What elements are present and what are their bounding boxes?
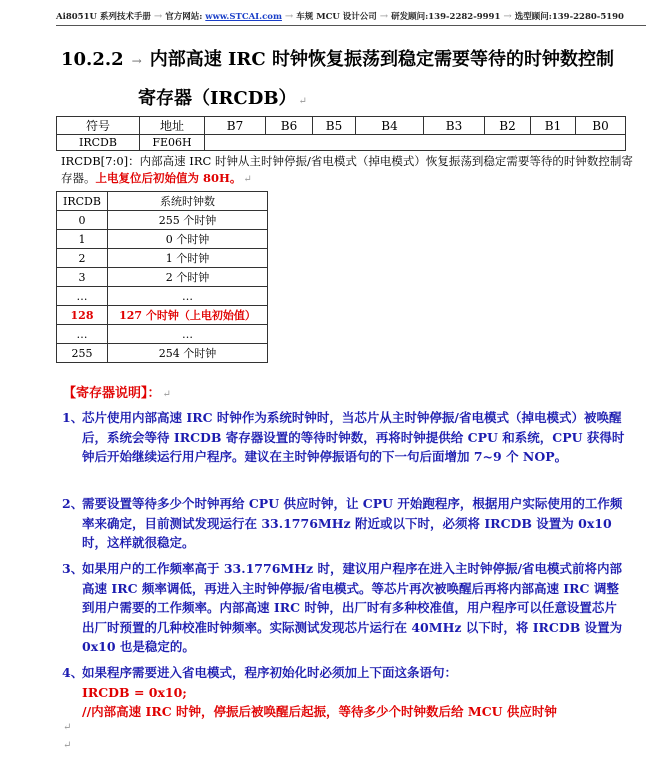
clock-count: … xyxy=(108,287,268,306)
table-row xyxy=(57,211,268,230)
ircdb-value: 1 xyxy=(57,230,108,249)
code-line-2: //内部高速 IRC 时钟，停振后被唤醒后起振，等待多少个时钟数后给 MCU 供应时钟 xyxy=(82,704,557,719)
note-text: 芯片使用内部高速 IRC 时钟作为系统时钟时，当芯片从主时钟停振/省电模式（掉电模式）被唤醒后，系统会等待 IRCDB 寄存器设置的等待时钟数，再将时钟提供给 CPU 和系统，CPU 获得时钟后开始继续运行用户程序。建议在主时钟停振语句的下一句后面增加 7~9 个 NOP。 xyxy=(82,410,625,464)
clock-count: 0 个时钟 xyxy=(108,230,268,249)
table-row xyxy=(57,230,268,249)
header-cell: B4 xyxy=(356,117,424,135)
register-table-row xyxy=(57,135,626,151)
cycle-table xyxy=(56,191,268,363)
register-bits xyxy=(205,135,626,151)
header-divider xyxy=(56,25,646,26)
table-row xyxy=(57,249,268,268)
table-row xyxy=(57,344,268,363)
header-cell: B6 xyxy=(266,117,313,135)
table-row-initial xyxy=(57,306,268,325)
note-number: 4、 xyxy=(62,665,84,680)
section-heading-line2: 寄存器（IRCDB） ↵ xyxy=(138,88,307,109)
note-item-2 xyxy=(62,494,628,553)
table-row xyxy=(57,287,268,306)
header-design: 车规 MCU 设计公司 xyxy=(296,12,377,22)
header-cell: IRCDB xyxy=(57,192,108,211)
code-line-1: IRCDB = 0x10; xyxy=(82,684,187,700)
table-row xyxy=(57,325,268,344)
note-item-4 xyxy=(62,663,628,722)
header-manual-title: Ai8051U 系列技术手册 xyxy=(56,12,151,22)
clock-count: 254 个时钟 xyxy=(108,344,268,363)
section-title-line2: 寄存器（IRCDB） xyxy=(138,88,297,109)
note-number: 3、 xyxy=(62,561,84,576)
description-text: IRCDB[7:0]：内部高速 IRC 时钟从主时钟停振/省电模式（掉电模式）恢复振荡到稳定需要等待的时钟数控制寄存器。 xyxy=(61,154,633,185)
note-number: 2、 xyxy=(62,496,84,511)
clock-count: 127 个时钟（上电初始值） xyxy=(108,306,268,325)
clock-count: 1 个时钟 xyxy=(108,249,268,268)
clock-count: 2 个时钟 xyxy=(108,268,268,287)
register-description: IRCDB[7:0]：内部高速 IRC 时钟从主时钟停振/省电模式（掉电模式）恢复振荡到稳定需要等待的时钟数控制寄存器。上电复位后初始值为 80H。 ↵ xyxy=(61,154,633,185)
header-support-phone: 研发顾问:139-2282-9991 xyxy=(391,12,501,22)
notes-title-text: 【寄存器说明】： xyxy=(63,386,161,401)
clock-count: … xyxy=(108,325,268,344)
header-cell: B2 xyxy=(485,117,531,135)
ircdb-value: 128 xyxy=(57,306,108,325)
ircdb-value: 3 xyxy=(57,268,108,287)
header-sales-phone: 选型顾问:139-2280-5190 xyxy=(514,12,624,22)
note-number: 1、 xyxy=(62,410,84,425)
note-text: 如果用户的工作频率高于 33.1776MHz 时，建议用户程序在进入主时钟停振/省电模式前将内部高速 IRC 频率调低，再进入主时钟停振/省电模式。等芯片再次被唤醒后再将内部高速 IRC 调整到用户需要的工作频率。内部高速 IRC 时钟，出厂时有多种校准值，用户程序可以任意设置芯片出厂时预置的几种校准时钟频率。实际测试发现芯片运行在 40MHz 以下时，将 IRCDB 设置为 0x10 也是稳定的。 xyxy=(82,561,623,654)
note-item-3 xyxy=(62,559,628,657)
register-table-header xyxy=(57,117,626,135)
ircdb-value: 2 xyxy=(57,249,108,268)
register-symbol: IRCDB xyxy=(57,135,140,151)
ircdb-value: … xyxy=(57,325,108,344)
clock-count: 255 个时钟 xyxy=(108,211,268,230)
description-highlight: 上电复位后初始值为 80H。 xyxy=(95,171,242,185)
header-cell: B0 xyxy=(576,117,626,135)
table-row xyxy=(57,268,268,287)
section-number: 10.2.2 xyxy=(61,49,124,70)
header-cell: B7 xyxy=(205,117,266,135)
notes-title: 【寄存器说明】： ↵ xyxy=(63,386,171,401)
header-site-label: 官方网站: xyxy=(165,12,203,22)
ircdb-value: 0 xyxy=(57,211,108,230)
note-text-content: 如果程序需要进入省电模式，程序初始化时必须加上下面这条语句： xyxy=(82,665,458,680)
note-text: 需要设置等待多少个时钟再给 CPU 供应时钟，让 CPU 开始跑程序，根据用户实际使用的工作频率来确定，目前测试发现运行在 33.1776MHz 附近或以下时，必须将 IRCDB 设置为 0x10 时，这样就很稳定。 xyxy=(82,496,623,550)
header-cell: B5 xyxy=(313,117,356,135)
section-heading: 10.2.2 → 内部高速 IRC 时钟恢复振荡到稳定需要等待的时钟数控制 xyxy=(61,49,614,70)
header-cell: 系统时钟数 xyxy=(108,192,268,211)
ircdb-value: 255 xyxy=(57,344,108,363)
header-cell: 地址 xyxy=(140,117,205,135)
note-item-1 xyxy=(62,408,628,467)
cycle-table-header xyxy=(57,192,268,211)
section-title-line1: 内部高速 IRC 时钟恢复振荡到稳定需要等待的时钟数控制 xyxy=(149,49,614,70)
header-cell: B3 xyxy=(424,117,485,135)
note-text xyxy=(82,663,628,722)
paragraph-mark: ↵ xyxy=(63,740,72,751)
paragraph-mark: ↵ xyxy=(63,722,72,733)
header-cell: B1 xyxy=(531,117,576,135)
register-table xyxy=(56,116,626,151)
register-address: FE06H xyxy=(140,135,205,151)
ircdb-value: … xyxy=(57,287,108,306)
header-site-link[interactable]: www.STCAI.com xyxy=(205,12,282,22)
header-cell: 符号 xyxy=(57,117,140,135)
page-header: Ai8051U 系列技术手册 → 官方网站: www.STCAI.com → 车规 MCU 设计公司 → 研发顾问:139-2282-9991 → 选型顾问:139-2280-5190 xyxy=(56,11,624,22)
